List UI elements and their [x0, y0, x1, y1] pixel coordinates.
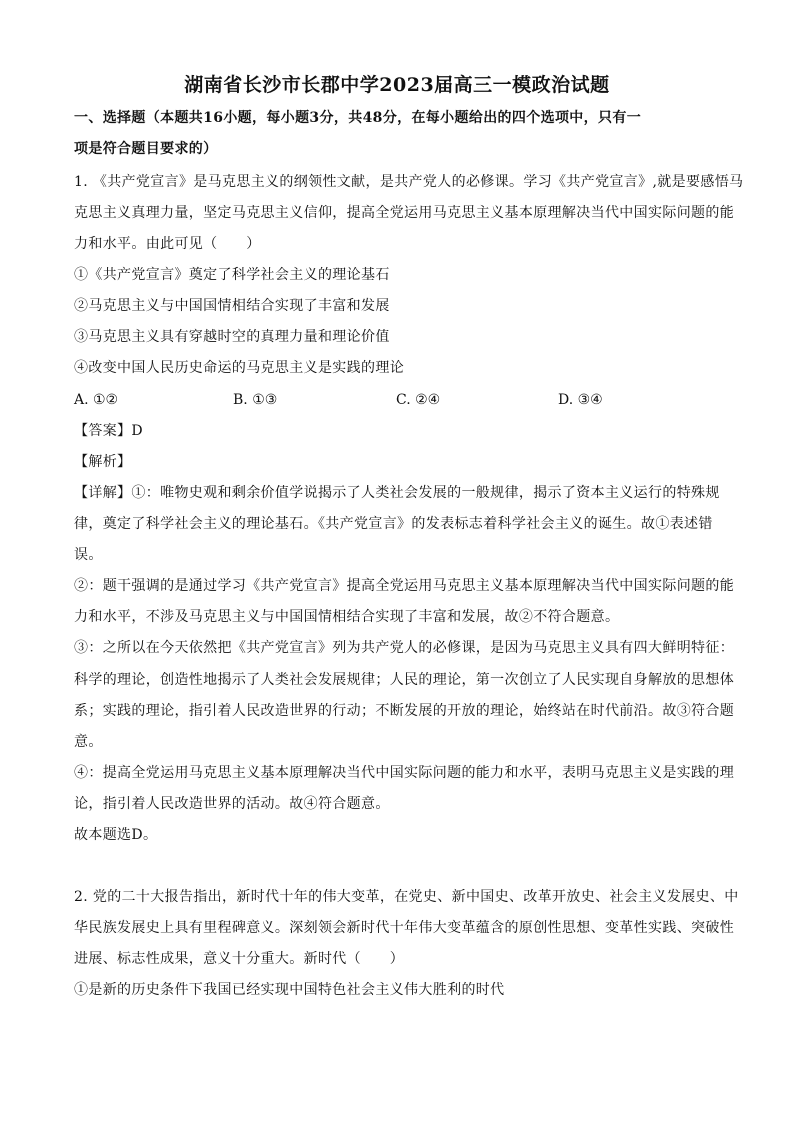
q1-detail-line-9: 意。: [74, 734, 103, 750]
q1-detail-line-7: 科学的理论，创造性地揭示了人类社会发展规律；人民的理论，第一次创立了人民实现自身解放的思想体: [74, 672, 735, 688]
q1-detail-line-2: 律，奠定了科学社会主义的理论基石。《共产党宣言》的发表标志着科学社会主义的诞生。故①表述错: [74, 516, 713, 532]
q1-analysis-label: 【解析】: [74, 454, 132, 470]
q1-option-b: B. ①③: [233, 392, 278, 408]
q1-option-d: D. ③④: [558, 392, 603, 408]
q2-stem-line-3: 进展、标志性成果，意义十分重大。新时代（ ）: [74, 951, 405, 967]
section-heading-line-1: 一、选择题（本题共16小题，每小题3分，共48分，在每小题给出的四个选项中，只有一: [74, 110, 642, 126]
q2-statement-1: ①是新的历史条件下我国已经实现中国特色社会主义伟大胜利的时代: [74, 982, 505, 998]
q1-statement-2: ②马克思主义与中国国情相结合实现了丰富和发展: [74, 298, 390, 314]
q1-stem-line-2: 克思主义真理力量，坚定马克思主义信仰，提高全党运用马克思主义基本原理解决当代中国实际问题的能: [74, 205, 735, 221]
q1-detail-line-10: ④：提高全党运用马克思主义基本原理解决当代中国实际问题的能力和水平，表明马克思主义是实践的理: [74, 765, 735, 781]
q1-answer: 【答案】D: [74, 423, 143, 439]
q1-stem-line-1: 1. 《共产党宣言》是马克思主义的纲领性文献，是共产党人的必修课。学习《共产党宣言》,就是要感悟马: [74, 174, 744, 190]
q1-detail-line-12: 故本题选D。: [74, 827, 158, 843]
q1-stem-line-3: 力和水平。由此可见（ ）: [74, 236, 261, 252]
q2-stem-line-2: 华民族发展史上具有里程碑意义。深刻领会新时代十年伟大变革蕴含的原创性思想、变革性实践、突破性: [74, 920, 735, 936]
q1-option-c: C. ②④: [396, 392, 441, 408]
q1-statement-4: ④改变中国人民历史命运的马克思主义是实践的理论: [74, 360, 405, 376]
q1-detail-line-8: 系；实践的理论，指引着人民改造世界的行动；不断发展的开放的理论，始终站在时代前沿。故③符合题: [74, 703, 735, 719]
q1-statement-1: ①《共产党宣言》奠定了科学社会主义的理论基石: [74, 267, 390, 283]
q1-option-a: A. ①②: [74, 392, 119, 408]
q1-detail-line-1: 【详解】①：唯物史观和剩余价值学说揭示了人类社会发展的一般规律，揭示了资本主义运行的特殊规: [74, 485, 720, 501]
page-title: 湖南省长沙市长郡中学2023届高三一模政治试题: [184, 74, 610, 96]
q1-detail-line-5: 力和水平，不涉及马克思主义与中国国情相结合实现了丰富和发展，故②不符合题意。: [74, 609, 620, 625]
q1-detail-line-6: ③：之所以在今天依然把《共产党宣言》列为共产党人的必修课，是因为马克思主义具有四大鲜明特征：: [74, 640, 735, 656]
q2-stem-line-1: 2. 党的二十大报告指出，新时代十年的伟大变革，在党史、新中国史、改革开放史、社会主义发展史、中: [74, 889, 739, 905]
q1-detail-line-3: 误。: [74, 547, 103, 563]
section-heading-line-2: 项是符合题目要求的）: [74, 141, 218, 157]
q1-detail-line-11: 论，指引着人民改造世界的活动。故④符合题意。: [74, 796, 390, 812]
q1-statement-3: ③马克思主义具有穿越时空的真理力量和理论价值: [74, 329, 390, 345]
q1-detail-line-4: ②：题干强调的是通过学习《共产党宣言》提高全党运用马克思主义基本原理解决当代中国实际问题的能: [74, 578, 735, 594]
